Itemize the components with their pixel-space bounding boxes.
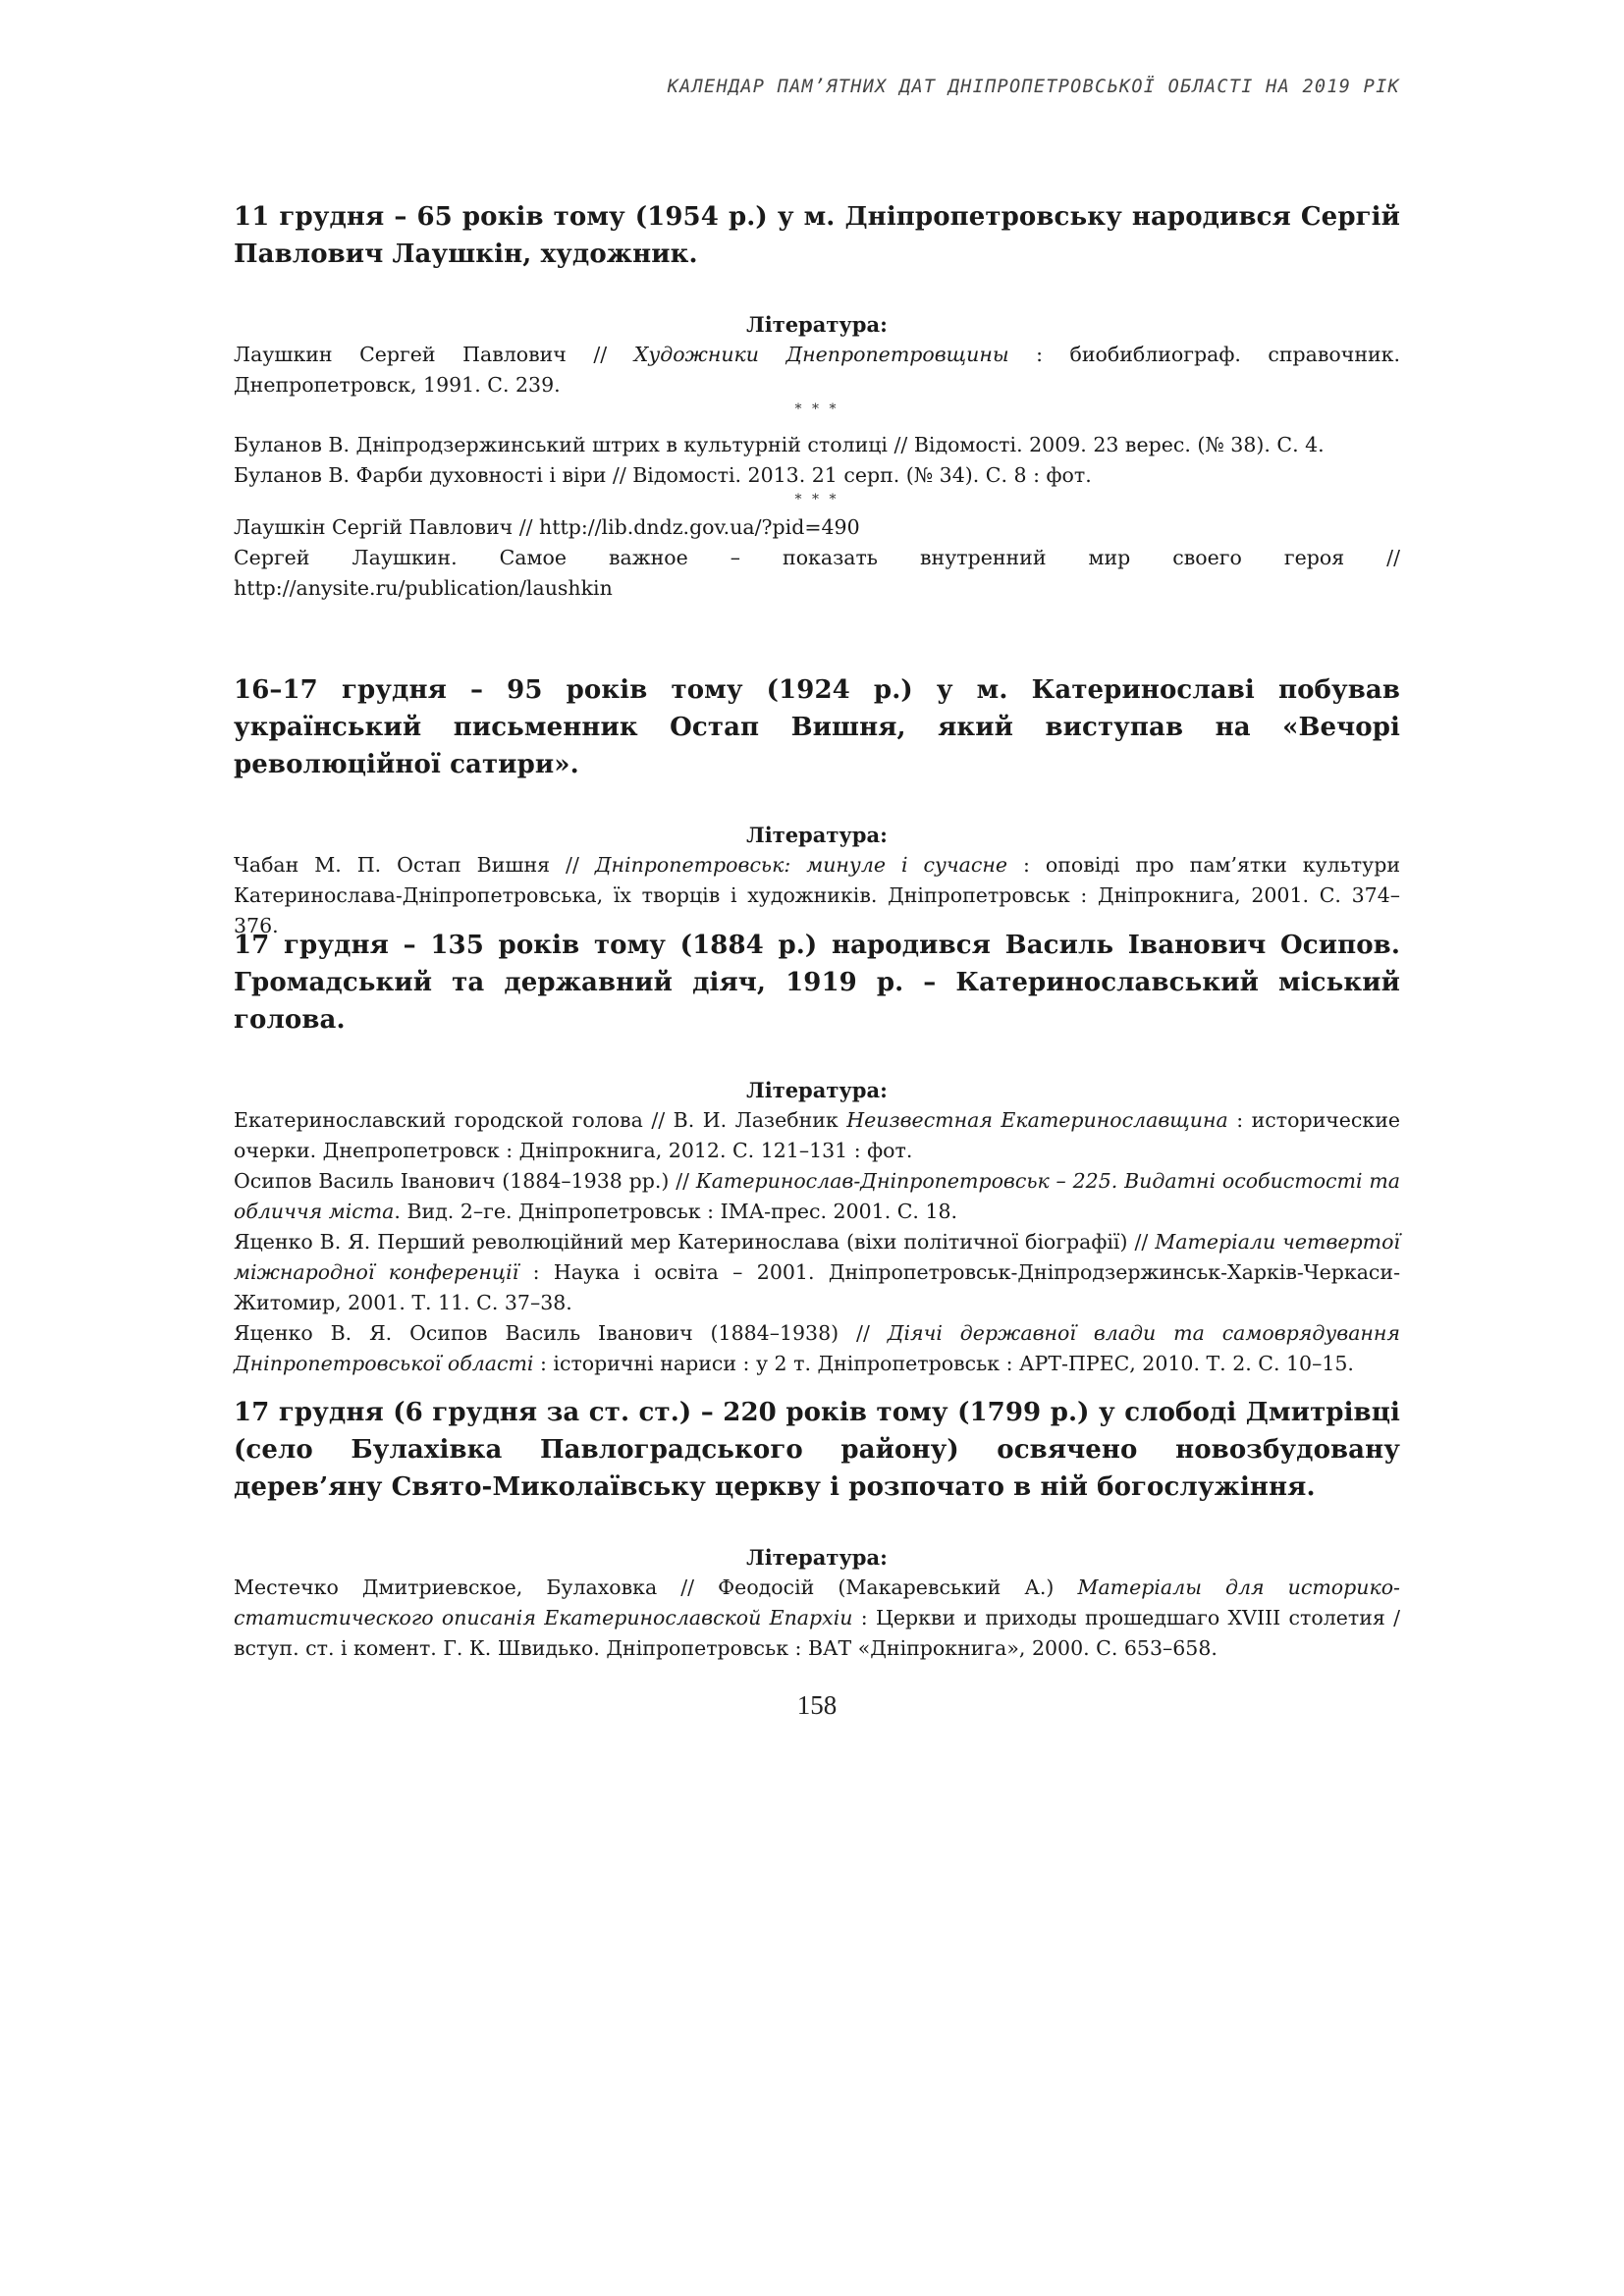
- reference-text: Осипов Василь Іванович (1884–1938 рр.) //: [234, 1169, 696, 1193]
- entry-title: 11 грудня – 65 років тому (1954 р.) у м. Дніпропетровську народився Сергій Павлович Лаушкін, художник.: [234, 202, 1400, 269]
- calendar-entry: [234, 671, 1400, 941]
- reference-text: Чабан М. П. Остап Вишня //: [234, 853, 595, 877]
- reference-title: Матеріалы для историко-статистического описанія Екатеринославской Епархіи: [234, 1575, 1400, 1629]
- calendar-entry: [234, 198, 1400, 604]
- section-separator: * * *: [794, 492, 839, 507]
- literature-heading: Література:: [746, 1078, 888, 1102]
- entry-title: 17 грудня (6 грудня за ст. ст.) – 220 років тому (1799 р.) у слободі Дмитрівці (село Булахівка Павлоградського району) освячено новозбудовану дерев’яну Свято-Миколаївську церкву і розпочато в ній богослужіння.: [234, 1398, 1400, 1502]
- reference-item: [234, 1166, 1400, 1227]
- reference-item: Буланов В. Фарби духовності і віри // Відомості. 2013. 21 серп. (№ 34). С. 8 : фот.: [234, 463, 1092, 487]
- reference-text: Местечко Дмитриевское, Булаховка // Феодосій (Макаревський А.): [234, 1575, 1078, 1599]
- reference-item: [234, 1573, 1400, 1664]
- literature-heading: Література:: [746, 823, 888, 847]
- calendar-entry: [234, 1394, 1400, 1664]
- literature-heading: Література:: [746, 312, 888, 337]
- reference-text: Яценко В. Я. Осипов Василь Іванович (1884–1938) //: [234, 1321, 888, 1345]
- reference-text: : оповіді про пам’ятки культури Катеринослава-Дніпропетровська, їх творців і художників. Дніпропетровськ : Дніпрокнига, 2001. С. 374–376.: [234, 853, 1400, 937]
- reference-link[interactable]: Сергей Лаушкин. Самое важное – показать внутренний мир своего героя // http://anysite.ru/publication/laushkin: [234, 546, 1400, 600]
- reference-text: : історичні нариси : у 2 т. Дніпропетровськ : АРТ-ПРЕС, 2010. Т. 2. С. 10–15.: [533, 1352, 1354, 1375]
- reference-title: Дніпропетровськ: минуле і сучасне: [594, 853, 1008, 877]
- reference-item: [234, 1318, 1400, 1379]
- reference-text: : Церкви и приходы прошедшаго XVIII столетия / вступ. ст. і комент. Г. К. Швидько. Дніпропетровськ : ВАТ «Дніпрокнига», 2000. С. 653–658.: [234, 1606, 1400, 1660]
- reference-text: : биобиблиограф. справочник. Днепропетровск, 1991. С. 239.: [234, 343, 1400, 397]
- reference-item: [234, 1227, 1400, 1318]
- reference-title: Матеріали четвертої міжнародної конференції: [234, 1230, 1400, 1284]
- reference-item: [234, 1105, 1400, 1166]
- running-header: КАЛЕНДАР ПАМ’ЯТНИХ ДАТ ДНІПРОПЕТРОВСЬКОЇ ОБЛАСТІ НА 2019 РІК: [667, 77, 1400, 97]
- reference-text: Яценко В. Я. Перший революційний мер Катеринослава (віхи політичної біографії) //: [234, 1230, 1156, 1254]
- section-separator: * * *: [794, 401, 839, 417]
- reference-text: . Вид. 2–ге. Дніпропетровськ : ІМА-прес. 2001. С. 18.: [394, 1200, 958, 1223]
- reference-item: [234, 340, 1400, 400]
- reference-title: Катеринослав-Дніпропетровськ – 225. Видатні особистості та обличчя міста: [234, 1169, 1400, 1223]
- reference-title: Неизвестная Екатеринославщина: [846, 1108, 1228, 1132]
- reference-text: : исторические очерки. Днепропетровск : Дніпрокнига, 2012. С. 121–131 : фот.: [234, 1108, 1401, 1162]
- page-number: 158: [796, 1690, 838, 1720]
- reference-text: Екатеринославский городской голова // В. И. Лазебник: [234, 1108, 847, 1132]
- reference-text: : Наука і освіта – 2001. Дніпропетровськ-Дніпродзержинськ-Харків-Черкаси-Житомир, 2001. Т. 11. С. 37–38.: [234, 1260, 1400, 1314]
- reference-item: Буланов В. Дніпродзержинський штрих в культурній столиці // Відомості. 2009. 23 верес. (№ 38). С. 4.: [234, 433, 1325, 456]
- reference-text: Лаушкин Сергей Павлович //: [234, 343, 634, 366]
- reference-link[interactable]: Лаушкін Сергій Павлович // http://lib.dndz.gov.ua/?pid=490: [234, 515, 860, 539]
- calendar-entry: [234, 927, 1400, 1379]
- literature-heading: Література:: [746, 1545, 888, 1570]
- reference-title: Художники Днепропетровщины: [633, 343, 1009, 366]
- reference-title: Діячі державної влади та самоврядування Дніпропетровської області: [234, 1321, 1400, 1375]
- entry-title: 17 грудня – 135 років тому (1884 р.) народився Василь Іванович Осипов. Громадський та державний діяч, 1919 р. – Катеринославський міський голова.: [234, 931, 1400, 1035]
- entry-title: 16–17 грудня – 95 років тому (1924 р.) у м. Катеринославі побував український письменник Остап Вишня, який виступав на «Вечорі революційної сатири».: [234, 675, 1400, 779]
